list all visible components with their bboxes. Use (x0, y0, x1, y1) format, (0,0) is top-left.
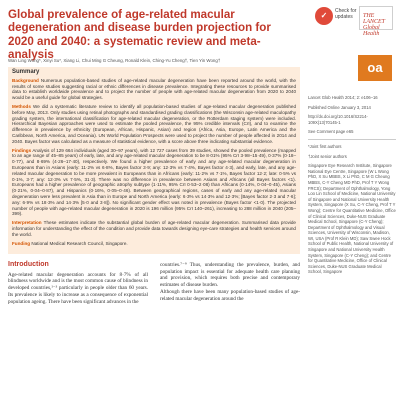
introduction-left-column (8, 262, 148, 305)
summary-background (12, 78, 296, 101)
sidebar-published-online: Published Online January 3, 2014 (308, 104, 371, 110)
header-icons (315, 6, 395, 37)
introduction-right-column (160, 262, 300, 302)
background-label: Background (12, 77, 39, 83)
sidebar-comment-link[interactable]: See Comment page e65 (308, 129, 354, 135)
summary-methods (12, 104, 296, 145)
journal-logo (359, 6, 393, 37)
sidebar-equal-contrib: *Joint first authors (308, 143, 342, 149)
sidebar-divider (308, 139, 396, 140)
interpretation-label: Interpretation (12, 220, 42, 226)
interpretation-text: These estimates indicate the substantial global burden of age-related macular degeneration. Summarised data provide information for understanding the effect of the condition and provide data towards designing eye-care strategies and health services around the world. (12, 220, 296, 237)
sidebar-affiliations: Singapore Eye Research Institute, Singapore National Eye Centre, Singapore (W L Wong PhD, X Su MBBS, X Li PhD, C M G Cheung MBBS, C-Y Cheng MD PhD, Prof T Y Wong FRCS); Department of Ophthalmology, Yong Loo Lin School of Medicine, National University of Singapore and National University Health System, Singapore (X Su, C-Y Cheng, Prof T Y Wong); Centre for Quantitative Medicine, Office of Clinical Sciences, Duke-NUS Graduate Medical School, Singapore (C-Y Cheng); Department of Ophthalmology and Visual Sciences, University of Wisconsin, Madison, WI, USA (Prof R Klein MD); Saw Swee Hock School of Public Health, National University of Singapore and National University Health System, Singapore (C-Y Cheng); and Centre for Quantitative Medicine, Office of Clinical Sciences, Duke-NUS Graduate Medical School, Singapore (308, 163, 396, 275)
sidebar-doi[interactable]: http://dx.doi.org/10.1016/S2214-109X(13)70145-1 (308, 114, 368, 125)
article-title: Global prevalence of age-related macular degeneration and disease burden projection for 2020 and 2040: a systematic review and meta-analysis (8, 8, 271, 62)
summary-interpretation (12, 220, 296, 237)
funding-text: National Medical Research Council, Singapore. (31, 240, 128, 246)
findings-text: Analysis of 129 664 individuals (aged 30–97 years), with 12 727 cases from 39 studies, showed the pooled prevalence (mapped to an age range of 45–85 years) of early, late, and any age-related macular degeneration to be 8·01% (95% CrI 3·98–15·49), 0·37% (0·18–0·77), and 8·69% (4·26–17·40), respectively. We found a higher prevalence of early and any age-related macular degeneration in Europeans than in Asians (early: 11·2% vs 6·8%, Bayes factor 3·9; any: 12·3% vs 7·4%, Bayes factor 4·3), and early, late, and any age-related macular degeneration to be more prevalent in Europeans than in Africans (early: 11·2% vs 7·1%, Bayes factor 12·2; late: 0·5% vs 0·1%, 3·7; any: 12·3% vs 7·5%, 31·3). There was no difference in prevalence between Asians and Africans (all Bayes factors <1). Europeans had a higher prevalence of geographic atrophy subtype (1·11%, 95% CrI 0·53–2·08) than Africans (0·14%, 0·04–0·45), Asians (0·21%, 0·04–0·87), and Hispanics (0·16%, 0·05–0·46). Between geographical regions, cases of early and any age-related macular degeneration were less prevalent in Asia than in Europe and North America (early: 6·3% vs 14·3% and 12·3%; [Bayes factor 2·3 and 7·6]; any: 6·9% vs 18·3% and 14·3% [5·0 and 3·8]). No significant gender effect was noted in prevalence (Bayes factor <1·0). The projected number of people with age-related macular degeneration in 2020 is 196 million (95% CrI 140–261), increasing to 288 million in 2040 (205–399). (12, 147, 296, 217)
funding-label: Funding (12, 240, 31, 246)
background-text: Numerous population-based studies of age-related macular degeneration have been reported around the world, with the results of some studies suggesting racial or ethnic differences in disease prevalence. Integrating these resources to provide summarised data to establish worldwide prevalence and to project the number of people with age-related macular degeneration from 2020 to 2040 would be a useful guide for global strategies. (12, 77, 296, 101)
introduction-left-text: Age-related macular degeneration accounts for 8·7% of all blindness worldwide and is the most common cause of blindness in developed countries,¹⁻³ particularly in people older than 60 years. Its prevalence is likely to increase as a consequence of exponential population ageing. There have been significant advances in the (8, 271, 148, 305)
introduction-heading: Introduction (8, 261, 49, 268)
findings-label: Findings (12, 147, 32, 153)
journal-logo-text: THE LANCET Global Health (363, 13, 385, 37)
crossmark-icon[interactable]: ✓ (315, 7, 333, 25)
summary-box (8, 67, 300, 254)
summary-findings (12, 148, 296, 218)
methods-label: Methods (12, 103, 31, 109)
sidebar-senior-authors: †Joint senior authors (308, 153, 347, 159)
summary-heading: Summary (12, 69, 40, 75)
methods-text: We did a systematic literature review to identify all population-based studies of age-related macular degeneration published before May, 2013. Only studies using retinal photographs and standardised grading classifications (the Wisconsin age-related maculopathy grading system, the international classification for age-related macular degeneration, or the Rotterdam staging system) were included. Hierarchical Bayesian approaches were used to estimate the pooled prevalence, the 95% credible intervals (CrI), and to examine the difference in prevalence by ethnicity (European, African, Hispanic, Asian) and region (Africa, Asia, Europe, Latin America and the Caribbean, North America, and Oceania). UN World Population Prospects were used to project the number of people affected in 2014 and 2040. Bayes factor was calculated as a measure of statistical evidence, with a score above three indicating substantial evidence. (12, 103, 296, 144)
article-sidebar (308, 95, 396, 279)
summary-funding (12, 241, 296, 247)
author-list: Wan Ling Wong*, Xinyi Su*, Xiang Li, Chui Ming G Cheung, Ronald Klein, Ching-Yu Cheng†, Tien Yin Wong† (8, 58, 221, 63)
sidebar-published: Lancet Glob Health 2014; 2: e106–16 (308, 95, 378, 100)
open-access-badge: oa (358, 55, 392, 81)
crossmark-label: Check for updates (335, 8, 357, 20)
introduction-right-text: countries.⁷⁻⁹ Thus, understanding the prevalence, burden, and population impact is essential for adequate health care planning and provision, which requires both precise and contemporary estimates of disease burden. Although there have been many population-based studies of age-related macular degeneration around the (160, 262, 300, 302)
